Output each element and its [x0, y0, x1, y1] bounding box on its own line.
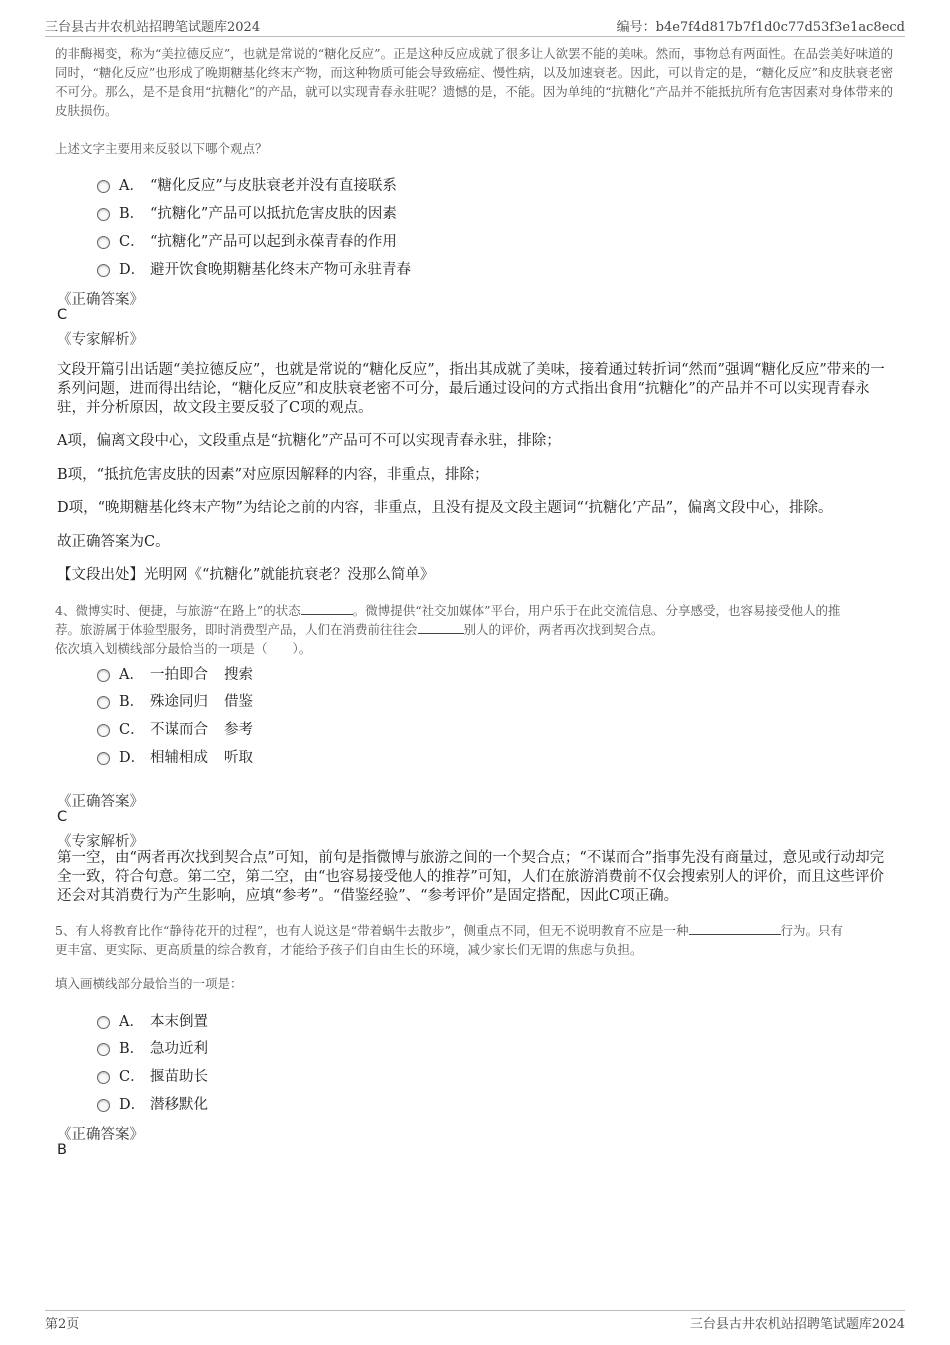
- q4-answer-label: 《正确答案》: [57, 794, 144, 810]
- q3-analysis-label: 《专家解析》: [57, 332, 144, 348]
- fill-blank: [689, 921, 781, 935]
- q4-analysis-label: 《专家解析》: [57, 834, 144, 850]
- q4-stem-part: 4、微博实时、便捷，与旅游“在路上”的状态: [55, 603, 301, 618]
- radio-button[interactable]: [97, 180, 110, 193]
- radio-button[interactable]: [97, 1071, 110, 1084]
- q3-source: 【文段出处】光明网《“抗糖化”就能抗衰老？没那么简单》: [57, 567, 435, 583]
- option-letter: D．: [119, 261, 146, 278]
- option-letter: C．: [119, 721, 145, 738]
- q5-stem-part: 更丰富、更实际、更高质量的综合教育，才能给予孩子们自由生长的环境，减少家长们无谓的焦虑与负担。: [55, 942, 643, 957]
- header-divider: [45, 36, 905, 37]
- q4-option-c[interactable]: [97, 718, 253, 738]
- option-text: 揠苗助长: [150, 1068, 208, 1085]
- option-word-2: 听取: [224, 749, 253, 766]
- radio-button[interactable]: [97, 669, 110, 682]
- fill-blank: [418, 620, 464, 634]
- option-letter: B．: [119, 1040, 145, 1057]
- passage-continuation: 的非酶褐变，称为“美拉德反应”，也就是常说的“糖化反应”。正是这种反应成就了很多让人欲罢不能的美味。然而，事物总有两面性。在品尝美好味道的同时，“糖化反应”也形成了晚期糖基化终末产物，而这种物质可能会导致癌症、慢性病，以及加速衰老。因此，可以肯定的是，“糖化反应”和皮肤衰老密不可分。那么，是不是食用“抗糖化”的产品，就可以实现青春永驻呢？遗憾的是，不能。因为单纯的“抗糖化”产品并不能抵抗所有危害因素对身体带来的皮肤损伤。: [55, 46, 894, 118]
- option-letter: D．: [119, 1096, 146, 1113]
- q4-stem-part: 荐。旅游属于体验型服务，即时消费型产品，人们在消费前往往会: [55, 622, 418, 637]
- option-text: 急功近利: [150, 1040, 208, 1057]
- q3-analysis-3: B项，“抵抗危害皮肤的因素”对应原因解释的内容，非重点，排除；: [57, 467, 489, 483]
- option-text: “糖化反应”与皮肤衰老并没有直接联系: [150, 177, 397, 194]
- radio-button[interactable]: [97, 208, 110, 221]
- option-word-1: 一拍即合: [150, 666, 208, 683]
- radio-button[interactable]: [97, 1043, 110, 1056]
- q3-option-d[interactable]: [97, 258, 411, 278]
- q3-stem: 上述文字主要用来反驳以下哪个观点？: [55, 141, 268, 156]
- option-letter: B．: [119, 205, 145, 222]
- q3-option-b[interactable]: [97, 202, 397, 222]
- q4-option-d[interactable]: [97, 746, 253, 766]
- footer-title: 三台县古井农机站招聘笔试题库2024: [689, 1317, 905, 1332]
- header-code: 编号：b4e7f4d817b7f1d0c77d53f3e1ac8ecd: [616, 20, 905, 35]
- fill-blank: [301, 601, 353, 615]
- option-word-1: 相辅相成: [150, 749, 208, 766]
- option-text: 潜移默化: [150, 1096, 208, 1113]
- q5-answer-label: 《正确答案》: [57, 1127, 144, 1143]
- q5-option-a[interactable]: [97, 1010, 208, 1030]
- radio-button[interactable]: [97, 1099, 110, 1112]
- radio-button[interactable]: [97, 236, 110, 249]
- option-letter: C．: [119, 233, 145, 250]
- q3-analysis-2: A项，偏离文段中心，文段重点是“抗糖化”产品可不可以实现青春永驻，排除；: [57, 433, 561, 449]
- option-word-2: 借鉴: [224, 693, 253, 710]
- q3-option-a[interactable]: [97, 174, 397, 194]
- option-word-2: 参考: [224, 721, 253, 738]
- q3-option-c[interactable]: [97, 230, 397, 250]
- q3-analysis-5: 故正确答案为C。: [57, 534, 170, 550]
- q5-answer: B: [57, 1142, 67, 1158]
- option-letter: A．: [119, 177, 144, 194]
- q4-stem-part: 别人的评价，两者再次找到契合点。: [463, 622, 664, 637]
- page-number: 第2页: [45, 1317, 80, 1332]
- q5-option-d[interactable]: [97, 1093, 208, 1113]
- footer-divider: [45, 1310, 905, 1311]
- radio-button[interactable]: [97, 1016, 110, 1029]
- q5-stem-part: 5、有人将教育比作“静待花开的过程”，也有人说这是“带着蜗牛去散步”，侧重点不同，但无不说明教育不应是一种: [55, 923, 689, 938]
- radio-button[interactable]: [97, 752, 110, 765]
- q5-question: 填入画横线部分最恰当的一项是：: [55, 976, 243, 991]
- q4-answer: C: [57, 809, 68, 825]
- option-text: 本末倒置: [150, 1013, 208, 1030]
- option-word-2: 搜索: [224, 666, 253, 683]
- q4-option-b[interactable]: [97, 690, 253, 710]
- q5-stem: [55, 921, 895, 959]
- option-letter: A．: [119, 1013, 144, 1030]
- option-text: 避开饮食晚期糖基化终末产物可永驻青春: [150, 261, 411, 278]
- option-letter: D．: [119, 749, 146, 766]
- q5-stem-part: 行为。只有: [780, 923, 844, 938]
- q4-question: 依次填入划横线部分最恰当的一项是（ ）。: [55, 641, 312, 656]
- option-word-1: 不谋而合: [150, 721, 208, 738]
- radio-button[interactable]: [97, 264, 110, 277]
- q4-option-a[interactable]: [97, 663, 253, 683]
- header-title: 三台县古井农机站招聘笔试题库2024: [45, 20, 261, 35]
- q4-analysis: 第一空，由“两者再次找到契合点”可知，前句是指微博与旅游之间的一个契合点；“不谋而合”指事先没有商量过，意见或行动却完全一致，符合句意。第二空，第二空，由“也容易接受他人的推荐”可知，人们在旅游消费前不仅会搜索别人的评价，而且这些评价还会对其消费行为产生影响，应填“参考”。“借鉴经验”、“参考评价”是固定搭配，因此C项正确。: [57, 850, 885, 904]
- radio-button[interactable]: [97, 696, 110, 709]
- option-text: “抗糖化”产品可以抵抗危害皮肤的因素: [150, 205, 397, 222]
- option-text: “抗糖化”产品可以起到永葆青春的作用: [150, 233, 397, 250]
- q5-option-c[interactable]: [97, 1065, 208, 1085]
- q3-answer-label: 《正确答案》: [57, 292, 144, 308]
- option-letter: B．: [119, 693, 145, 710]
- option-word-1: 殊途同归: [150, 693, 208, 710]
- radio-button[interactable]: [97, 724, 110, 737]
- q5-option-b[interactable]: [97, 1037, 208, 1057]
- q4-stem: [55, 601, 895, 658]
- option-letter: A．: [119, 666, 144, 683]
- option-letter: C．: [119, 1068, 145, 1085]
- q3-answer: C: [57, 307, 68, 323]
- q4-stem-part: 。微博提供“社交加媒体”平台，用户乐于在此交流信息、分享感受，也容易接受他人的推: [352, 603, 841, 618]
- q3-analysis-1: 文段开篇引出话题“美拉德反应”，也就是常说的“糖化反应”，指出其成就了美味，接着通过转折词“然而”强调“糖化反应”带来的一系列问题，进而得出结论，“糖化反应”和皮肤衰老密不可分，最后通过设问的方式指出食用“抗糖化”的产品并不可以实现青春永驻，并分析原因，故文段主要反驳了C项的观点。: [57, 362, 885, 416]
- q3-analysis-4: D项，“晚期糖基化终末产物”为结论之前的内容，非重点，且没有提及文段主题词“‘抗糖化’产品”，偏离文段中心，排除。: [57, 500, 833, 516]
